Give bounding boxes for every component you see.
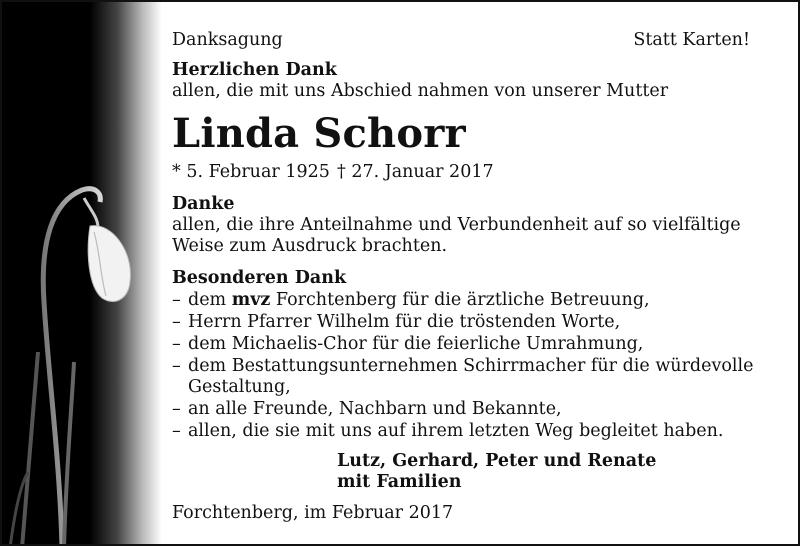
place-date: Forchtenberg, im Februar 2017 (172, 503, 454, 523)
list-item: – dem Bestattungsunternehmen Schirrmacher für die würdevolle (172, 356, 754, 376)
obituary-text (172, 2, 798, 544)
list-item: – dem Michaelis-Chor für die feierliche Umrahmung, (172, 334, 644, 354)
list-item: – allen, die sie mit uns auf ihrem letzten Weg begleitet haben. (172, 421, 724, 441)
list-item: – Herrn Pfarrer Wilhelm für die tröstenden Worte, (172, 312, 621, 332)
header-right: Statt Karten! (633, 30, 750, 50)
intro-heading: Herzlichen Dank (172, 60, 337, 80)
birth-date: * 5. Februar 1925 (172, 162, 330, 182)
deceased-name: Linda Schorr (172, 110, 466, 157)
danke-line1: allen, die ihre Anteilnahme und Verbundenheit auf so vielfältige (172, 215, 741, 235)
signature-line1: Lutz, Gerhard, Peter und Renate (337, 451, 657, 471)
list-item: – an alle Freunde, Nachbarn und Bekannte, (172, 399, 562, 419)
besonders-heading: Besonderen Dank (172, 268, 347, 288)
header-left: Danksagung (172, 30, 283, 50)
intro-text: allen, die mit uns Abschied nahmen von unserer Mutter (172, 81, 669, 101)
list-item-continuation: Gestaltung, (188, 377, 291, 397)
signature-line2: mit Familien (337, 472, 462, 492)
danke-heading: Danke (172, 194, 235, 214)
snowdrop-image (2, 2, 162, 544)
list-item: – dem mvz Forchtenberg für die ärztliche Betreuung, (172, 290, 650, 310)
death-date: † 27. Januar 2017 (337, 162, 494, 182)
snowdrop-flower-icon (2, 2, 162, 546)
danke-line2: Weise zum Ausdruck brachten. (172, 236, 448, 256)
